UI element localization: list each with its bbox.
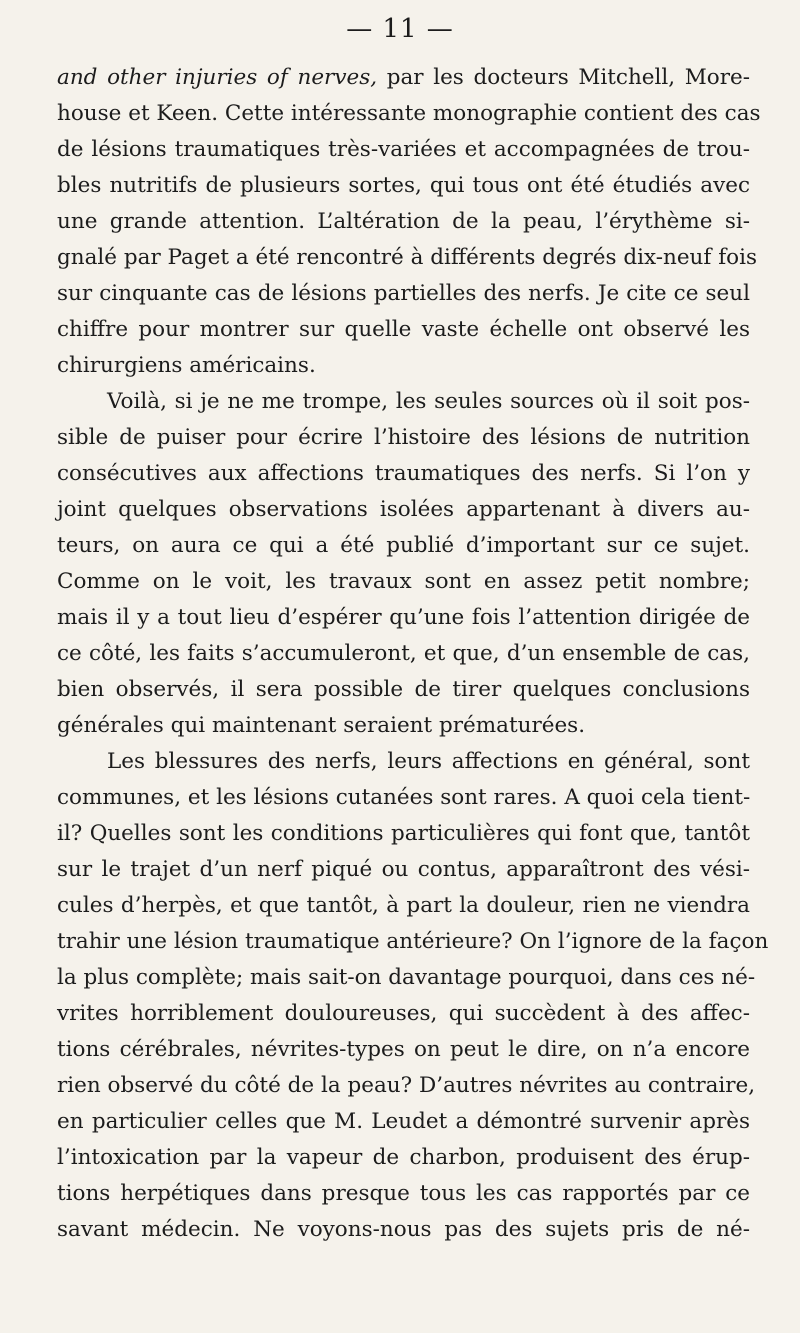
text-line: bles nutritifs de plusieurs sortes, qui tous ont été étudiés avec	[57, 173, 750, 198]
line-text: par les docteurs Mitchell, More-	[377, 65, 750, 90]
text-line: house et Keen. Cette intéressante monographie contient des cas	[57, 101, 761, 126]
italic-title-fragment: and other injuries of nerves,	[57, 65, 378, 90]
text-line-paragraph-end: générales qui maintenant seraient prématurées.	[57, 713, 586, 738]
text-line: savant médecin. Ne voyons-nous pas des sujets pris de né-	[57, 1217, 750, 1242]
text-line: tions herpétiques dans presque tous les cas rapportés par ce	[57, 1181, 750, 1206]
text-line: joint quelques observations isolées appartenant à divers au-	[57, 497, 750, 522]
text-line: cules d’herpès, et que tantôt, à part la douleur, rien ne viendra	[57, 893, 750, 918]
text-line: ce côté, les faits s’accumuleront, et que, d’un ensemble de cas,	[57, 641, 750, 666]
text-line: Comme on le voit, les travaux sont en assez petit nombre;	[57, 569, 750, 594]
text-line: de lésions traumatiques très-variées et accompagnées de trou-	[57, 137, 750, 162]
text-line: tions cérébrales, névrites-types on peut le dire, on n’a encore	[57, 1037, 750, 1062]
text-line: une grande attention. L’altération de la peau, l’érythème si-	[57, 209, 750, 234]
text-line: trahir une lésion traumatique antérieure? On l’ignore de la façon	[57, 929, 769, 954]
text-line-paragraph-start: Les blessures des nerfs, leurs affections en général, sont	[107, 749, 750, 774]
text-line: sible de puiser pour écrire l’histoire des lésions de nutrition	[57, 425, 750, 450]
text-line: mais il y a tout lieu d’espérer qu’une fois l’attention dirigée de	[57, 605, 750, 630]
text-line-paragraph-start: Voilà, si je ne me trompe, les seules sources où il soit pos-	[107, 389, 750, 414]
text-line: consécutives aux affections traumatiques des nerfs. Si l’on y	[57, 461, 750, 486]
page-number-header: — 11 —	[346, 14, 454, 44]
text-line: sur cinquante cas de lésions partielles des nerfs. Je cite ce seul	[57, 281, 750, 306]
text-line: vrites horriblement douloureuses, qui succèdent à des affec-	[57, 1001, 750, 1026]
text-line-paragraph-end: chirurgiens américains.	[57, 353, 316, 378]
text-line: la plus complète; mais sait-on davantage pourquoi, dans ces né-	[57, 965, 756, 990]
text-line: teurs, on aura ce qui a été publié d’important sur ce sujet.	[57, 533, 750, 558]
text-line: sur le trajet d’un nerf piqué ou contus, apparaîtront des vési-	[57, 857, 750, 882]
text-line	[57, 60, 750, 96]
text-line: bien observés, il sera possible de tirer quelques conclusions	[57, 677, 750, 702]
text-line: il? Quelles sont les conditions particulières qui font que, tantôt	[57, 821, 750, 846]
text-line: chiffre pour montrer sur quelle vaste échelle ont observé les	[57, 317, 750, 342]
text-line: communes, et les lésions cutanées sont rares. A quoi cela tient-	[57, 785, 751, 810]
text-line: gnalé par Paget a été rencontré à différents degrés dix-neuf fois	[57, 245, 757, 270]
text-line: rien observé du côté de la peau? D’autres névrites au contraire,	[57, 1073, 756, 1098]
text-line: l’intoxication par la vapeur de charbon, produisent des érup-	[57, 1145, 750, 1170]
text-line: en particulier celles que M. Leudet a démontré survenir après	[57, 1109, 750, 1134]
